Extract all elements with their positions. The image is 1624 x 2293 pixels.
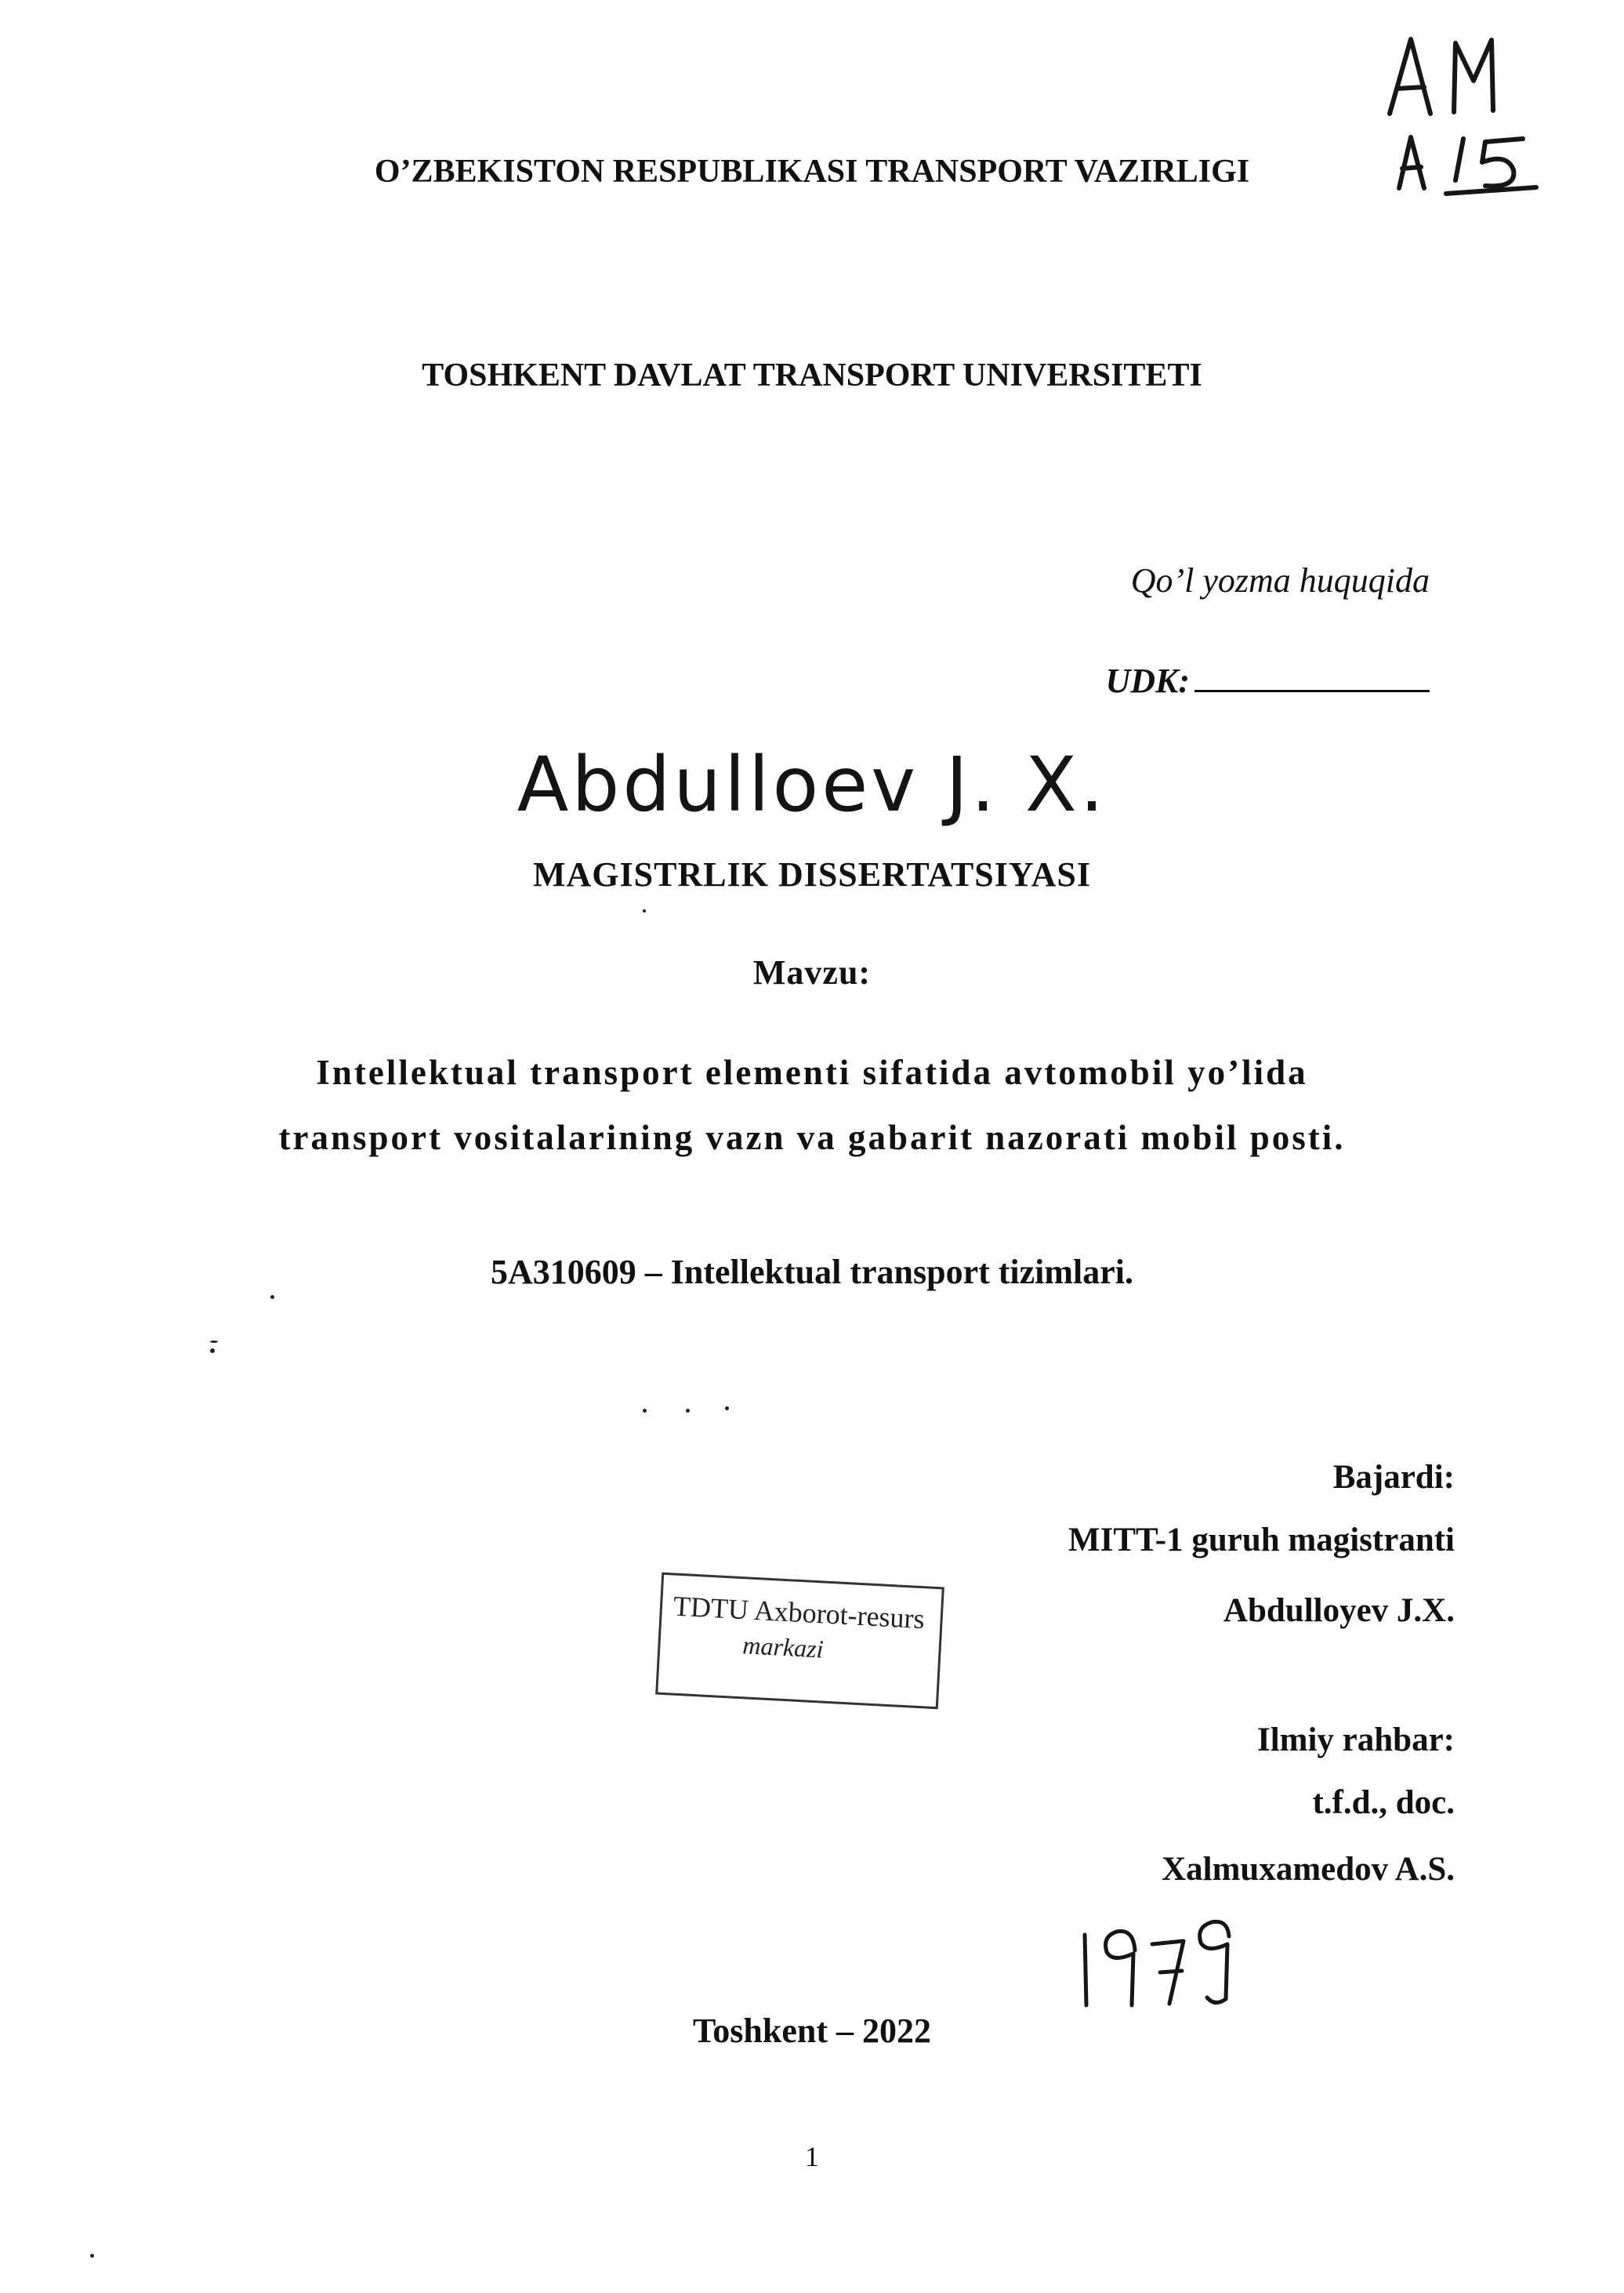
handwritten-corner-code	[1368, 20, 1564, 200]
page-number: 1	[805, 2141, 819, 2172]
scan-speck	[725, 1406, 729, 1410]
udk-field	[1082, 659, 1430, 701]
ministry-heading: O’ZBEKISTON RESPUBLIKASI TRANSPORT VAZIRLIGI	[374, 154, 1250, 190]
topic-line-2: transport vositalarining vazn va gabarit nazorati mobil posti.	[278, 1118, 1346, 1157]
udk-blank-line	[1194, 659, 1430, 692]
scan-speck	[270, 1295, 274, 1299]
city-year: Toshkent – 2022	[692, 2012, 932, 2050]
specialty-line: 5A310609 – Intellektual transport tizimlari.	[490, 1253, 1134, 1291]
stamp-line-1: TDTU Axborot-resurs	[672, 1590, 926, 1635]
handwritten-number	[1074, 1913, 1246, 2015]
university-heading: TOSHKENT DAVLAT TRANSPORT UNIVERSITETI	[422, 357, 1202, 394]
stamp-line-2: markazi	[741, 1631, 825, 1664]
scan-speck	[210, 1348, 215, 1353]
scan-speck	[90, 2254, 94, 2258]
topic-label: Mavzu:	[752, 953, 872, 992]
handwritten-author-name: Abdulloev J. X.	[517, 741, 1107, 829]
dissertation-type: MAGISTRLIK DISSERTATSIYASI	[533, 855, 1091, 894]
student-name: Abdulloyev J.X.	[1223, 1592, 1455, 1629]
scan-speck	[210, 1341, 218, 1343]
performed-by-label: Bajardi:	[1332, 1459, 1455, 1496]
student-group: MITT-1 guruh magistranti	[1068, 1522, 1455, 1558]
advisor-label: Ilmiy rahbar:	[1256, 1722, 1455, 1758]
scan-speck	[686, 1409, 690, 1413]
scan-speck	[643, 909, 646, 912]
library-stamp	[655, 1573, 944, 1710]
scan-speck	[643, 1409, 647, 1413]
manuscript-rights-label: Qo’l yozma huquqida	[1130, 561, 1430, 600]
topic-line-1: Intellektual transport elementi sifatida avtomobil yo’lida	[316, 1053, 1308, 1092]
advisor-degree: t.f.d., doc.	[1312, 1784, 1455, 1821]
udk-label: UDK:	[1105, 662, 1190, 700]
advisor-name: Xalmuxamedov A.S.	[1162, 1851, 1455, 1888]
